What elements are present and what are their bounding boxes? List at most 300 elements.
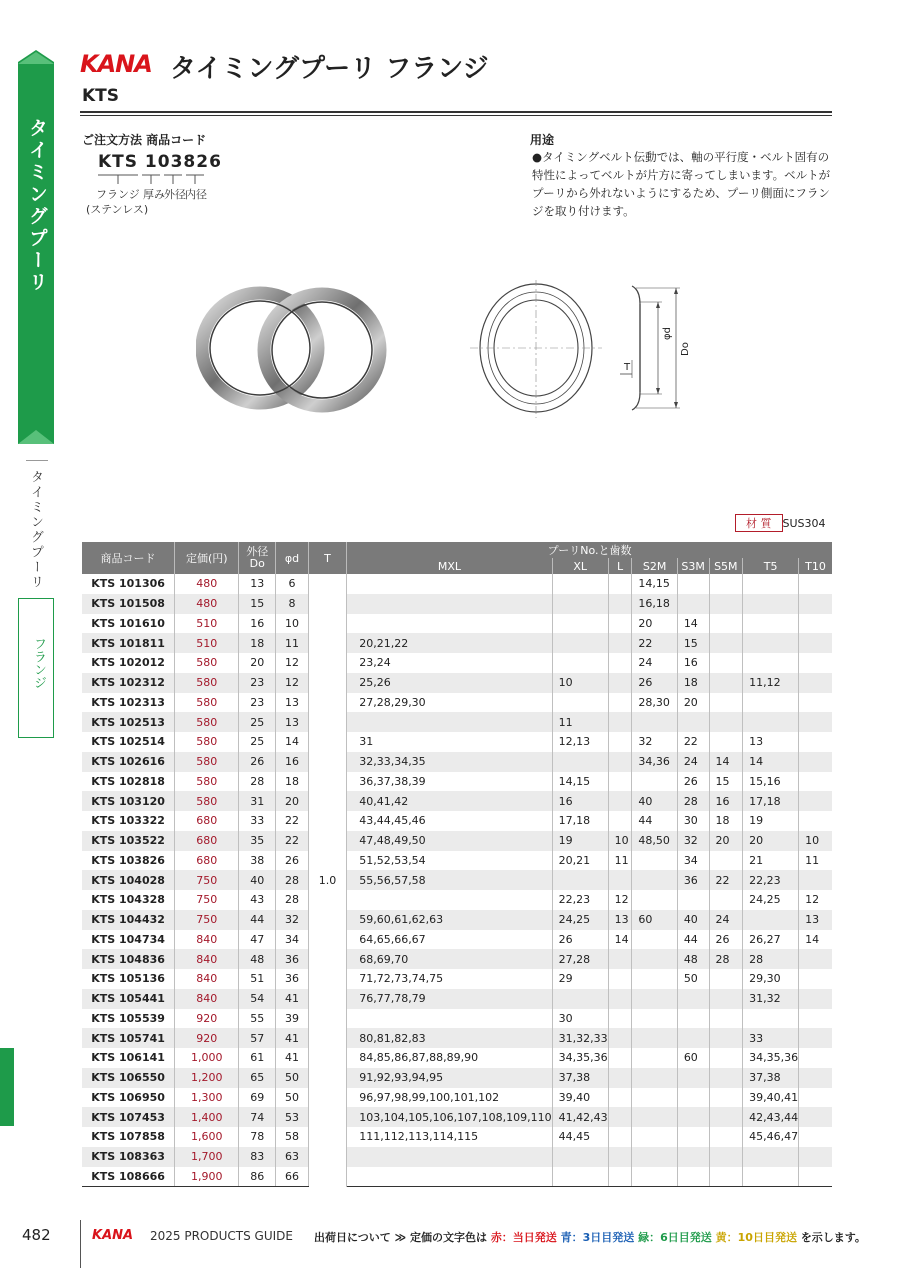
- cell-xl: 41,42,43: [552, 1107, 608, 1127]
- cell-s3m: 20: [677, 693, 709, 713]
- cell-s3m: 28: [677, 791, 709, 811]
- cell-s5m: [709, 1127, 743, 1147]
- cell-code: KTS 102312: [82, 673, 175, 693]
- cell-code: KTS 107858: [82, 1127, 175, 1147]
- cell-t10: [799, 969, 832, 989]
- cell-mxl: [347, 890, 552, 910]
- cell-l: 13: [608, 910, 632, 930]
- cell-l: [608, 1068, 632, 1088]
- cell-d: 41: [276, 1028, 309, 1048]
- cell-mxl: 59,60,61,62,63: [347, 910, 552, 930]
- cell-price: 480: [175, 594, 239, 614]
- cell-s3m: 60: [677, 1048, 709, 1068]
- table-row: [82, 1028, 832, 1048]
- header-rule-thin: [80, 115, 832, 116]
- cell-price: 840: [175, 989, 239, 1009]
- cell-t5: 45,46,47: [743, 1127, 799, 1147]
- order-code-bracket-lines: [96, 174, 216, 186]
- cell-l: [608, 1167, 632, 1187]
- table-row: [82, 673, 832, 693]
- cell-s5m: 20: [709, 831, 743, 851]
- cell-t5: [743, 1147, 799, 1167]
- cell-s5m: [709, 1028, 743, 1048]
- cell-s2m: [632, 949, 677, 969]
- cell-l: [608, 574, 632, 594]
- th-price: 定価(円): [175, 542, 239, 574]
- cell-xl: [552, 653, 608, 673]
- cell-s3m: 14: [677, 614, 709, 634]
- cell-price: 1,000: [175, 1048, 239, 1068]
- cell-d: 39: [276, 1009, 309, 1029]
- table-row: [82, 1167, 832, 1187]
- cell-d: 36: [276, 969, 309, 989]
- table-row: [82, 851, 832, 871]
- side-category-label: タイミングプーリ: [28, 470, 43, 590]
- cell-s3m: [677, 1107, 709, 1127]
- cell-t10: 12: [805, 893, 820, 907]
- spec-table: [82, 542, 832, 1187]
- th-pulley-t5: T5: [743, 558, 799, 574]
- cell-d: 22: [276, 831, 309, 851]
- cell-price: 510: [175, 633, 239, 653]
- cell-price: 750: [175, 890, 239, 910]
- cell-d: 26: [276, 851, 309, 871]
- order-label-thickness: 厚み: [143, 188, 165, 201]
- cell-mxl: 43,44,45,46: [347, 811, 552, 831]
- th-pulley-t10: T10: [799, 558, 832, 574]
- cell-t5: [743, 1009, 799, 1029]
- cell-s5m: [709, 633, 743, 653]
- cell-l: [608, 811, 632, 831]
- cell-price: 510: [175, 614, 239, 634]
- cell-price: 1,700: [175, 1147, 239, 1167]
- cell-t5: 19: [743, 811, 799, 831]
- cell-price: 840: [175, 949, 239, 969]
- cell-mxl: 76,77,78,79: [347, 989, 552, 1009]
- cell-mxl: [347, 574, 552, 594]
- cell-mxl: 80,81,82,83: [347, 1028, 552, 1048]
- cell-d: 50: [276, 1068, 309, 1088]
- cell-xl: 16: [552, 791, 608, 811]
- cell-mxl: [347, 594, 552, 614]
- cell-xl: [552, 614, 608, 634]
- cell-xl: 44,45: [552, 1127, 608, 1147]
- order-label-flange-sub: (ステンレス): [86, 203, 149, 216]
- cell-do: 26: [239, 752, 276, 772]
- cell-t10: [799, 870, 832, 890]
- cell-s3m: [677, 1127, 709, 1147]
- cell-xl: 27,28: [552, 949, 608, 969]
- cell-t5: [743, 1167, 799, 1187]
- table-row: [82, 712, 832, 732]
- cell-l: [608, 693, 632, 713]
- cell-d: 41: [276, 989, 309, 1009]
- cell-price: 680: [175, 851, 239, 871]
- cell-s3m: 24: [677, 752, 709, 772]
- cell-t10: [799, 772, 832, 792]
- cell-mxl: 25,26: [347, 673, 552, 693]
- cell-s3m: [677, 712, 709, 732]
- cell-s2m: [632, 1028, 677, 1048]
- cell-price: 580: [175, 791, 239, 811]
- cell-code: KTS 102313: [82, 693, 175, 713]
- cell-s2m: [632, 712, 677, 732]
- cell-t10: [799, 1088, 832, 1108]
- side-sub-tab[interactable]: [18, 598, 54, 738]
- cell-xl: [552, 633, 608, 653]
- cell-code: KTS 101508: [82, 594, 175, 614]
- table-row: [82, 633, 832, 653]
- cell-do: 51: [239, 969, 276, 989]
- cell-t10: [799, 693, 832, 713]
- cell-t5: 14: [743, 752, 799, 772]
- cell-d: 6: [276, 574, 309, 594]
- cell-do: 28: [239, 772, 276, 792]
- cell-s5m: [709, 890, 743, 910]
- cell-d: 36: [276, 949, 309, 969]
- cell-xl: [552, 1167, 608, 1187]
- cell-mxl: [347, 1167, 552, 1187]
- cell-xl: [552, 752, 608, 772]
- cell-s5m: [709, 1068, 743, 1088]
- cell-s5m: [709, 1147, 743, 1167]
- side-divider: [26, 460, 48, 461]
- cell-mxl: 40,41,42: [347, 791, 552, 811]
- table-row: [82, 653, 832, 673]
- cell-price: 1,400: [175, 1107, 239, 1127]
- cell-xl: 22,23: [552, 890, 608, 910]
- cell-do: 40: [239, 870, 276, 890]
- cell-mxl: 64,65,66,67: [347, 930, 552, 950]
- table-row: [82, 910, 832, 930]
- cell-l: 11: [608, 851, 632, 871]
- cell-code: KTS 102514: [82, 732, 175, 752]
- table-row: [82, 890, 832, 910]
- side-tab-label: タイミングプーリ: [26, 118, 48, 294]
- cell-s2m: [632, 890, 677, 910]
- cell-do: 35: [239, 831, 276, 851]
- cell-s3m: [677, 594, 709, 614]
- cell-d: 12: [276, 653, 309, 673]
- drawing-label-do: Do: [680, 342, 691, 356]
- cell-xl: 20,21: [552, 851, 608, 871]
- cell-do: 20: [239, 653, 276, 673]
- cell-code: KTS 102513: [82, 712, 175, 732]
- cell-s2m: [632, 772, 677, 792]
- material-spec: [735, 514, 826, 532]
- cell-t5: 29,30: [743, 969, 799, 989]
- cell-t10: [799, 614, 832, 634]
- cell-do: 61: [239, 1048, 276, 1068]
- cell-mxl: 84,85,86,87,88,89,90: [347, 1048, 552, 1068]
- cell-l: [608, 969, 632, 989]
- cell-mxl: 111,112,113,114,115: [347, 1127, 552, 1147]
- cell-s3m: 26: [677, 772, 709, 792]
- cell-code: KTS 104328: [82, 890, 175, 910]
- table-row: [82, 1068, 832, 1088]
- cell-s3m: 34: [677, 851, 709, 871]
- cell-d: 18: [276, 772, 309, 792]
- cell-price: 920: [175, 1028, 239, 1048]
- cell-s5m: [709, 1088, 743, 1108]
- cell-code: KTS 105539: [82, 1009, 175, 1029]
- cell-t10: [799, 1048, 832, 1068]
- cell-t5: [743, 910, 799, 930]
- cell-d: 13: [276, 693, 309, 713]
- cell-code: KTS 102818: [82, 772, 175, 792]
- model-code: KTS: [82, 86, 120, 106]
- cell-t5: 33: [743, 1028, 799, 1048]
- cell-t: 1.0: [308, 574, 346, 1187]
- cell-t5: 24,25: [743, 890, 799, 910]
- cell-s5m: [709, 989, 743, 1009]
- cell-d: 58: [276, 1127, 309, 1147]
- cell-code: KTS 103120: [82, 791, 175, 811]
- cell-t5: 20: [743, 831, 799, 851]
- cell-xl: [552, 1147, 608, 1167]
- th-pulley-mxl: MXL: [347, 558, 552, 574]
- cell-do: 69: [239, 1088, 276, 1108]
- cell-l: [608, 1028, 632, 1048]
- cell-s3m: 36: [677, 870, 709, 890]
- cell-do: 86: [239, 1167, 276, 1187]
- shipping-green: 緑：6日目発送: [638, 1231, 712, 1244]
- cell-l: [608, 653, 632, 673]
- cell-code: KTS 105441: [82, 989, 175, 1009]
- cell-t5: 17,18: [743, 791, 799, 811]
- cell-s2m: 60: [632, 910, 677, 930]
- cell-code: KTS 102616: [82, 752, 175, 772]
- table-row: [82, 1048, 832, 1068]
- cell-t5: 31,32: [743, 989, 799, 1009]
- cell-mxl: 96,97,98,99,100,101,102: [347, 1088, 552, 1108]
- cell-s5m: [709, 1107, 743, 1127]
- cell-s5m: [709, 673, 743, 693]
- cell-mxl: 55,56,57,58: [347, 870, 552, 890]
- cell-xl: 17,18: [552, 811, 608, 831]
- cell-t10: [799, 653, 832, 673]
- cell-price: 480: [175, 574, 239, 594]
- cell-t10: 14: [805, 932, 820, 946]
- cell-t5: 39,40,41: [743, 1088, 799, 1108]
- tab-top-chevron-icon: [18, 48, 54, 64]
- cell-s3m: [677, 1028, 709, 1048]
- cell-do: 38: [239, 851, 276, 871]
- cell-l: [608, 1127, 632, 1147]
- cell-d: 20: [276, 791, 309, 811]
- cell-price: 580: [175, 693, 239, 713]
- cell-t10: [799, 1009, 832, 1029]
- cell-l: [608, 1147, 632, 1167]
- shipping-yellow: 黄：10日目発送: [715, 1231, 797, 1244]
- th-t: T: [308, 542, 346, 574]
- cell-t5: 13: [743, 732, 799, 752]
- table-row: [82, 969, 832, 989]
- footer-guide-title: 2025 PRODUCTS GUIDE: [150, 1229, 293, 1243]
- cell-xl: 30: [552, 1009, 608, 1029]
- cell-s5m: 22: [709, 870, 743, 890]
- cell-l: [608, 1009, 632, 1029]
- cell-xl: [552, 594, 608, 614]
- cell-s2m: [632, 870, 677, 890]
- cell-s5m: [709, 653, 743, 673]
- cell-mxl: 27,28,29,30: [347, 693, 552, 713]
- side-tab[interactable]: [18, 48, 54, 444]
- usage-heading: 用途: [530, 133, 555, 147]
- cell-d: 41: [276, 1048, 309, 1068]
- cell-l: [608, 712, 632, 732]
- cell-do: 83: [239, 1147, 276, 1167]
- footer-divider: [80, 1220, 81, 1268]
- table-row: [82, 811, 832, 831]
- cell-do: 44: [239, 910, 276, 930]
- cell-t5: 37,38: [743, 1068, 799, 1088]
- cell-s2m: 32: [632, 732, 677, 752]
- cell-s2m: 26: [632, 673, 677, 693]
- cell-do: 16: [239, 614, 276, 634]
- cell-s3m: [677, 574, 709, 594]
- cell-s5m: [709, 712, 743, 732]
- cell-s5m: [709, 1167, 743, 1187]
- cell-code: KTS 103322: [82, 811, 175, 831]
- cell-do: 18: [239, 633, 276, 653]
- cell-price: 1,600: [175, 1127, 239, 1147]
- cell-l: [608, 633, 632, 653]
- cell-do: 25: [239, 732, 276, 752]
- cell-do: 33: [239, 811, 276, 831]
- cell-s5m: 14: [709, 752, 743, 772]
- cell-s3m: 18: [677, 673, 709, 693]
- cell-l: [608, 870, 632, 890]
- cell-s2m: 34,36: [632, 752, 677, 772]
- th-pulley-s5m: S5M: [709, 558, 743, 574]
- cell-s2m: [632, 1107, 677, 1127]
- cell-mxl: 47,48,49,50: [347, 831, 552, 851]
- cell-t5: [743, 594, 799, 614]
- table-row: [82, 949, 832, 969]
- cell-s2m: [632, 1127, 677, 1147]
- cell-t10: [799, 633, 832, 653]
- shipping-blue: 青：3日目発送: [560, 1231, 635, 1244]
- cell-xl: [552, 870, 608, 890]
- order-heading: ご注文方法 商品コード: [82, 133, 207, 147]
- cell-d: 12: [276, 673, 309, 693]
- cell-s2m: [632, 969, 677, 989]
- cell-s3m: 15: [677, 633, 709, 653]
- cell-t10: [799, 1107, 832, 1127]
- order-label-inner: 内径: [185, 188, 207, 201]
- brand-logo: KANA: [80, 50, 152, 78]
- cell-price: 840: [175, 969, 239, 989]
- cell-l: [608, 1107, 632, 1127]
- cell-xl: 39,40: [552, 1088, 608, 1108]
- table-row: [82, 1107, 832, 1127]
- cell-mxl: 103,104,105,106,107,108,109,110: [347, 1107, 552, 1127]
- cell-code: KTS 106141: [82, 1048, 175, 1068]
- cell-d: 16: [276, 752, 309, 772]
- cell-do: 65: [239, 1068, 276, 1088]
- table-row: [82, 1009, 832, 1029]
- cell-s5m: 28: [709, 949, 743, 969]
- cell-s3m: [677, 890, 709, 910]
- cell-d: 13: [276, 712, 309, 732]
- cell-code: KTS 105741: [82, 1028, 175, 1048]
- th-pulley-xl: XL: [552, 558, 608, 574]
- cell-s5m: [709, 851, 743, 871]
- cell-s2m: 40: [632, 791, 677, 811]
- cell-t5: [743, 614, 799, 634]
- cell-xl: 34,35,36: [552, 1048, 608, 1068]
- cell-s2m: 48,50: [632, 831, 677, 851]
- cell-xl: [552, 574, 608, 594]
- cell-t5: [743, 712, 799, 732]
- order-label-flange: フランジ: [96, 188, 140, 201]
- cell-code: KTS 103522: [82, 831, 175, 851]
- cell-xl: 26: [552, 930, 608, 950]
- cell-t10: [799, 594, 832, 614]
- cell-price: 680: [175, 831, 239, 851]
- cell-mxl: [347, 1009, 552, 1029]
- cell-s2m: [632, 1147, 677, 1167]
- cell-d: 50: [276, 1088, 309, 1108]
- cell-l: [608, 949, 632, 969]
- cell-s2m: 28,30: [632, 693, 677, 713]
- cell-s5m: 18: [709, 811, 743, 831]
- cell-do: 48: [239, 949, 276, 969]
- cell-d: 10: [276, 614, 309, 634]
- cell-code: KTS 108666: [82, 1167, 175, 1187]
- cell-mxl: 32,33,34,35: [347, 752, 552, 772]
- cell-xl: 12,13: [552, 732, 608, 752]
- cell-t10: 13: [799, 910, 832, 930]
- table-row: [82, 574, 832, 594]
- shipping-red: 赤：当日発送: [490, 1231, 557, 1244]
- cell-t5: [743, 693, 799, 713]
- cell-s2m: 22: [632, 633, 677, 653]
- cell-l: [608, 791, 632, 811]
- table-row: [82, 693, 832, 713]
- th-pulley-group: プーリNo.と歯数: [347, 542, 832, 558]
- cell-s3m: 40: [677, 910, 709, 930]
- cell-t5: [743, 633, 799, 653]
- cell-code: KTS 101306: [82, 574, 175, 594]
- cell-do: 23: [239, 693, 276, 713]
- cell-l: [608, 772, 632, 792]
- material-value: SUS304: [782, 517, 826, 530]
- cell-mxl: 20,21,22: [347, 633, 552, 653]
- th-pulley-s2m: S2M: [632, 558, 677, 574]
- cell-s5m: [709, 693, 743, 713]
- cell-l: [608, 673, 632, 693]
- cell-t5: [743, 653, 799, 673]
- cell-do: 31: [239, 791, 276, 811]
- cell-l: 12: [608, 890, 632, 910]
- table-row: [82, 614, 832, 634]
- cell-s5m: [709, 969, 743, 989]
- cell-price: 750: [175, 910, 239, 930]
- shipping-note-prefix: 出荷日について ≫ 定価の文字色は: [314, 1231, 487, 1244]
- cell-t10: [799, 1167, 832, 1187]
- cell-s2m: [632, 930, 677, 950]
- cell-d: 53: [276, 1107, 309, 1127]
- cell-l: 14: [608, 930, 632, 950]
- cell-xl: 31,32,33: [552, 1028, 608, 1048]
- technical-drawing: [470, 280, 710, 420]
- cell-code: KTS 101811: [82, 633, 175, 653]
- cell-t10: [799, 1147, 832, 1167]
- cell-mxl: 71,72,73,74,75: [347, 969, 552, 989]
- cell-t5: 15,16: [743, 772, 799, 792]
